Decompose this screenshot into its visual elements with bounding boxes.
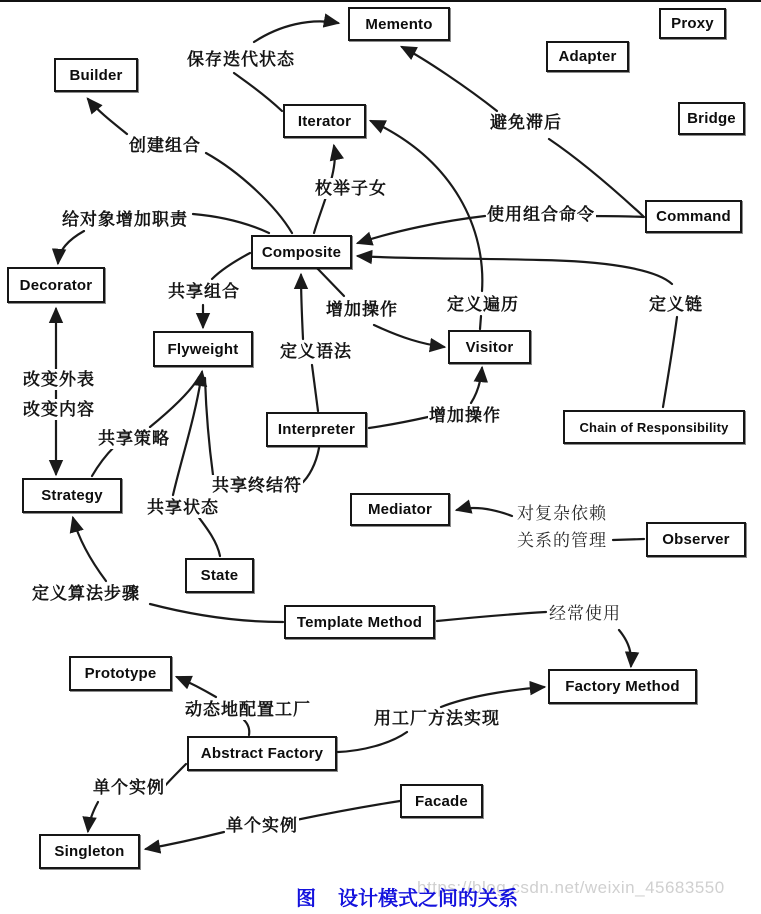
edge-abstractfactory-singleton-arrow (88, 802, 98, 831)
edge-label-configure-factory-dynamically: 动态地配置工厂 (185, 700, 311, 719)
edge-label-avoid-hysteresis: 避免滞后 (490, 113, 562, 132)
figure-caption (296, 882, 518, 911)
node-flyweight: Flyweight (153, 331, 253, 367)
edge-state-flyweight-line (197, 515, 220, 556)
node-facade: Facade (400, 784, 483, 818)
node-builder: Builder (54, 58, 138, 92)
edge-facade-singleton-line (296, 801, 400, 820)
edge-label-complex-dependency-line1: 对复杂依赖 (517, 504, 607, 523)
node-chain-of-responsibility: Chain of Responsibility (563, 410, 745, 444)
edge-label-single-instance-2: 单个实例 (226, 816, 298, 835)
edge-template-factorymethod-arrow (619, 630, 631, 666)
node-abstract-factory: Abstract Factory (187, 736, 337, 771)
figure-caption-prefix: 图 (296, 888, 316, 910)
edge-abstractfactory-prototype-arrow (177, 677, 216, 697)
edge-composite-visitor-arrow (374, 325, 444, 347)
node-factory-method: Factory Method (548, 669, 697, 704)
node-strategy: Strategy (22, 478, 122, 513)
edge-template-strategy-line (150, 604, 283, 622)
edge-template-factorymethod-line (437, 612, 546, 621)
node-visitor: Visitor (448, 330, 531, 364)
edge-interpreter-flyweight-line2 (205, 378, 213, 475)
edge-composite-builder-arrow (88, 99, 127, 134)
edge-abstractfactory-factorymethod-line (338, 732, 407, 752)
edge-label-define-traversal: 定义遍历 (447, 295, 519, 314)
node-state: State (185, 558, 254, 593)
edge-template-strategy-arrow (73, 518, 106, 581)
edge-label-implement-using-factory-method: 用工厂方法实现 (374, 709, 500, 728)
node-command: Command (645, 200, 742, 233)
figure-caption-text: 设计模式之间的关系 (338, 888, 518, 910)
node-singleton: Singleton (39, 834, 140, 869)
edge-label-add-operations-1: 增加操作 (326, 300, 398, 319)
node-memento: Memento (348, 7, 450, 41)
edge-composite-flyweight-line (212, 253, 250, 279)
edge-command-memento-arrow (402, 47, 497, 111)
edge-label-use-composite-command: 使用组合命令 (487, 205, 595, 224)
edge-label-change-skin: 改变外表 (23, 370, 95, 389)
node-template-method: Template Method (284, 605, 435, 639)
node-composite: Composite (251, 235, 352, 269)
edge-label-change-guts: 改变内容 (23, 400, 95, 419)
edge-composite-decorator-line (193, 214, 269, 233)
edge-label-share-composites: 共享组合 (168, 282, 240, 301)
edge-chain-composite-arrow (358, 256, 672, 284)
edge-composite-visitor-line (317, 268, 344, 296)
edge-abstractfactory-prototype-line (244, 720, 249, 735)
edge-label-add-responsibility: 给对象增加职责 (62, 210, 188, 229)
edge-label-complex-dependency-line2: 关系的管理 (517, 531, 607, 550)
node-proxy: Proxy (659, 8, 726, 39)
edge-state-flyweight-arrow (173, 372, 202, 495)
edge-label-define-algorithm-steps: 定义算法步骤 (32, 584, 140, 603)
edge-interpreter-composite-arrow (301, 275, 303, 339)
edge-label-share-states: 共享状态 (147, 498, 219, 517)
node-prototype: Prototype (69, 656, 172, 691)
edge-iterator-memento-arrow (254, 21, 338, 42)
edge-abstractfactory-factorymethod-arrow (441, 687, 544, 707)
node-mediator: Mediator (350, 493, 450, 526)
edge-observer-mediator-arrow (457, 508, 512, 516)
node-interpreter: Interpreter (266, 412, 367, 447)
edge-interpreter-composite-line (312, 365, 318, 411)
edge-label-save-iteration-state: 保存迭代状态 (187, 50, 295, 69)
edge-label-share-terminals: 共享终结符 (212, 476, 302, 495)
node-iterator: Iterator (283, 104, 366, 138)
edge-facade-singleton-arrow (146, 832, 224, 849)
edge-observer-mediator-line (613, 539, 644, 540)
node-decorator: Decorator (7, 267, 105, 303)
edge-visitor-iterator-arrow (371, 121, 482, 291)
edge-abstractfactory-singleton-line (164, 764, 186, 787)
edge-interpreter-visitor-arrow (471, 368, 482, 403)
edge-label-share-strategies: 共享策略 (98, 429, 170, 448)
edge-label-enumerate-children: 枚举子女 (315, 179, 387, 198)
edge-interpreter-visitor-line (369, 417, 428, 428)
edge-strategy-flyweight-line1 (92, 447, 114, 476)
edge-interpreter-flyweight-line1 (301, 448, 319, 484)
edge-command-composite-arrow (358, 216, 485, 243)
edge-label-create-composites: 创建组合 (129, 136, 201, 155)
edge-visitor-iterator-line (480, 316, 481, 329)
edge-composite-builder-line (206, 153, 292, 233)
edge-label-define-grammar: 定义语法 (280, 342, 352, 361)
node-observer: Observer (646, 522, 746, 557)
edge-chain-label-line (663, 317, 677, 407)
edge-label-often-uses: 经常使用 (549, 604, 621, 623)
node-adapter: Adapter (546, 41, 629, 72)
watermark-url: https://blog.csdn.net/weixin_45683550 (417, 878, 725, 897)
edge-label-define-chain: 定义链 (649, 295, 703, 314)
edge-iterator-memento-line (234, 73, 282, 111)
edge-composite-decorator-arrow (58, 231, 84, 263)
node-bridge: Bridge (678, 102, 745, 135)
edge-label-add-operations-2: 增加操作 (429, 406, 501, 425)
edge-label-single-instance-1: 单个实例 (93, 778, 165, 797)
